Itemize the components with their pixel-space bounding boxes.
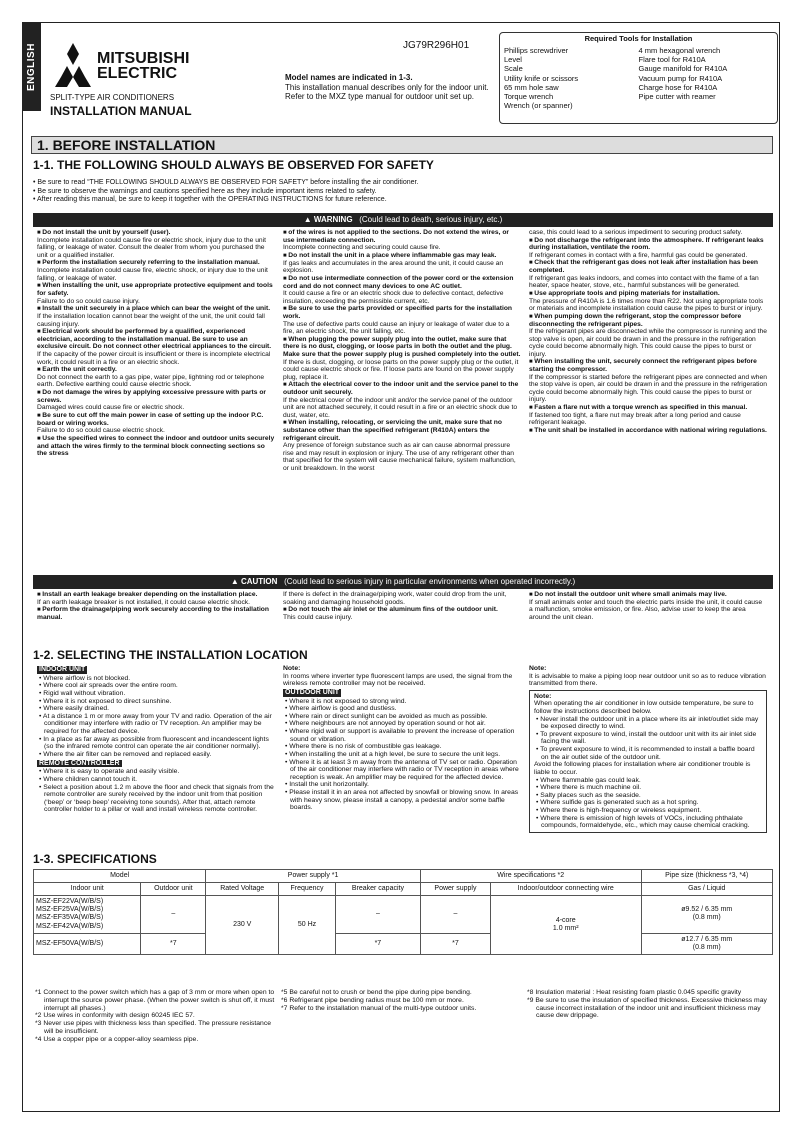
safety-item-text: If there is defect in the drainage/piping work, water could drop from the unit, soaking and damaging household goods. xyxy=(283,591,507,606)
safety-item-heading: ■ Perform the drainage/piping work securely according to the installation manual. xyxy=(37,606,275,621)
safety-item-heading: ■ Do not touch the air inlet or the aluminum fins of the outdoor unit. xyxy=(283,606,521,614)
safety-item-text: Incomplete installation could cause fire or electric shock, injury due to the unit falling, or leakage of water. Consult the dealer from whom you purchased the unit or a qualified installer. xyxy=(37,236,266,259)
avoid-place-item: • Where there is high-frequency or wireless equipment. xyxy=(534,807,762,815)
footnote: *5 Be careful not to crush or bend the pipe during pipe bending. xyxy=(281,989,472,996)
safety-item xyxy=(529,237,767,260)
warning-columns xyxy=(33,229,773,589)
safety-item xyxy=(283,419,521,472)
specifications-heading: 1-3. SPECIFICATIONS xyxy=(33,852,157,866)
brand-name: MITSUBISHI ELECTRIC xyxy=(97,50,190,83)
piping-loop-note: It is advisable to make a piping loop near outdoor unit so as to reduce vibration transmitted from there. xyxy=(529,672,766,688)
safety-item-text: Failure to do so could cause electric shock. xyxy=(37,427,165,435)
outdoor-location-item: • Where neighbours are not annoyed by operation sound or hot air. xyxy=(283,720,521,728)
avoid-place-item: • Where sulfide gas is generated such as a hot spring. xyxy=(534,799,762,807)
safety-item-text: This could cause injury. xyxy=(283,613,353,621)
required-tools-box: Required Tools for Installation Phillips screwdriver Level Scale Utility knife or scissors 65 mm hole saw Torque wrench Wrench (or spanner) 4 mm hexagonal wrench Flare tool for R410A Gauge manifold for R410A Vacuum pump for R410A Charge hose for R410A Pipe cutter with reamer xyxy=(499,32,778,124)
outdoor-unit-label: OUTDOOR UNIT xyxy=(285,688,340,696)
safety-item-text: case, this could lead to a serious impediment to securing product safety. xyxy=(529,229,743,236)
tool-item: Vacuum pump for R410A xyxy=(638,73,723,83)
safety-item-text: If the installation location cannot bear the weight of the unit, the unit could fall causing injury. xyxy=(37,313,265,328)
mitsubishi-logo-icon xyxy=(51,41,95,89)
remote-location-item: • Select a position about 1.2 m above the floor and check that signals from the remote controller are surely received by the indoor unit from that position (‘beep’ or ‘beep beep’ receiving tone sounds). After that, attach remote controller holder to a pillar or wall and install wireless remote controller. xyxy=(37,784,275,814)
safety-item xyxy=(37,591,275,606)
safety-item-heading: ■ Do not install the outdoor unit where small animals may live. xyxy=(529,591,767,599)
indoor-location-item: • Where cool air spreads over the entire room. xyxy=(37,682,275,690)
safety-item xyxy=(37,389,275,412)
safety-item xyxy=(283,252,521,275)
safety-item xyxy=(283,305,521,335)
safety-heading: 1-1. THE FOLLOWING SHOULD ALWAYS BE OBSERVED FOR SAFETY xyxy=(33,158,434,172)
indoor-location-item: • Rigid wall without vibration. xyxy=(37,690,275,698)
safety-item-heading: ■ Install an earth leakage breaker depending on the installation place. xyxy=(37,591,275,599)
outdoor-location-item: • Where airflow is good and dustless. xyxy=(283,705,521,713)
safety-item xyxy=(529,591,767,621)
remote-location-item: • Where children cannot touch it. xyxy=(37,776,275,784)
safety-item xyxy=(283,381,521,419)
tool-item: Torque wrench xyxy=(504,92,554,102)
safety-item xyxy=(283,606,521,621)
low-temp-item: • To prevent exposure to wind, it is recommended to install a baffle board on the air outlet side of the outdoor unit. xyxy=(534,746,762,761)
safety-item-text: Failure to do so could cause injury. xyxy=(37,297,140,305)
safety-item-heading: ■ Electrical work should be performed by a qualified, experienced electrician, according to the installation manual. Be sure to use an exclusive circuit. Do not connect other electrical appliances to the circuit. xyxy=(37,328,275,351)
safety-item-text: If fastened too tight, a flare nut may break after a long period and cause refrigerant leakage. xyxy=(529,411,741,427)
safety-item-heading: ■ Check that the refrigerant gas does not leak after installation has been completed. xyxy=(529,259,767,274)
avoid-place-item: • Where there is emission of high levels of VOCs, including phthalate compounds, formaldehyde, etc., which may cause chemical cracking. xyxy=(534,815,762,830)
manual-page xyxy=(22,22,780,1112)
tool-item: Utility knife or scissors xyxy=(504,73,579,83)
low-temp-item: • To prevent exposure to wind, install the outdoor unit with its air inlet side facing the wall. xyxy=(534,731,762,746)
low-temp-item: • Never install the outdoor unit in a place where its air inlet/outlet side may be exposed directly to wind. xyxy=(534,716,762,731)
safety-item-text: If small animals enter and touch the electric parts inside the unit, it could cause a malfunction, smoke emission, or fire. Also, advise user to keep the area around the unit clean. xyxy=(529,598,763,621)
footnote: *6 Refrigerant pipe bending radius must be 100 mm or more. xyxy=(281,996,464,1004)
safety-item-heading: ■ When pumping down the refrigerant, stop the compressor before disconnecting the refrigerant pipes. xyxy=(529,313,767,328)
safety-item xyxy=(37,412,275,435)
footnote: *4 Use a copper pipe or a copper-alloy seamless pipe. xyxy=(35,1035,199,1043)
caution-columns xyxy=(33,591,773,649)
outdoor-location-item: • Install the unit horizontally. xyxy=(283,781,521,789)
document-code: JG79R296H01 xyxy=(403,40,470,51)
safety-item-text: It could cause a fire or an electric shock due to defective contact, defective insulation, exceeding the permissible current, etc. xyxy=(283,290,504,305)
outdoor-location-item: • Where it is at least 3 m away from the antenna of TV set or radio. Operation of the air conditioner may interfere with radio or TV reception in areas where reception is weak. An amplifier may be required for the affected device. xyxy=(283,759,521,782)
safety-item-heading: ■ Use the specified wires to connect the indoor and outdoor units securely and attach the wires firmly to the terminal block connecting sections so the stress xyxy=(37,435,275,458)
safety-item-text: If the electrical cover of the indoor unit and/or the service panel of the outdoor unit are not attached securely, it could result in a fire or an electric shock due to dust, water, etc. xyxy=(283,396,518,419)
outdoor-location-item: • Where it is not exposed to strong wind. xyxy=(283,698,521,706)
safety-item-text: If refrigerant gas leaks indoors, and comes into contact with the flame of a fan heater, space heater, stove, etc., harmful substances will be generated. xyxy=(529,274,759,290)
safety-item xyxy=(283,591,521,606)
safety-item-heading: ■ Attach the electrical cover to the indoor unit and the service panel to the outdoor unit securely. xyxy=(283,381,521,396)
footnote: *7 Refer to the installation manual of the multi-type outdoor units. xyxy=(281,1004,477,1012)
safety-item xyxy=(283,336,521,382)
safety-item xyxy=(529,358,767,404)
safety-item-heading: ■ When installing the unit, use appropriate protective equipment and tools for safety. xyxy=(37,282,275,297)
avoid-place-item: • Salty places such as the seaside. xyxy=(534,792,762,800)
tool-item: Wrench (or spanner) xyxy=(504,101,573,111)
footnote: *3 Never use pipes with thickness less than specified. The pressure resistance will be insufficient. xyxy=(35,1020,271,1036)
safety-item xyxy=(529,427,767,435)
table-row: MSZ-EF22VA(W/B/S) MSZ-EF25VA(W/B/S) MSZ-EF35VA(W/B/S) MSZ-EF42VA(W/B/S) – 230 V 50 Hz – – 4-core 1.0 mm² ø9.52 / 6.35 mm (0.8 mm) xyxy=(34,896,773,933)
footnotes xyxy=(33,989,773,1044)
indoor-location-item: • Where easily drained. xyxy=(37,705,275,713)
avoid-place-item: • Where there is much machine oil. xyxy=(534,784,762,792)
footnote: *2 Use wires in conformity with design 60245 IEC 57. xyxy=(35,1012,195,1020)
safety-item xyxy=(37,606,275,621)
remote-location-item: • Where it is easy to operate and easily visible. xyxy=(37,768,275,776)
safety-item-text: Incomplete installation could cause fire, electric shock, or injury due to the unit falling, or leakage of water. xyxy=(37,267,268,282)
footnote: *8 Insulation material : Heat resisting foam plastic 0.045 specific gravity xyxy=(527,989,742,996)
safety-item-text: If there is dust, clogging, or loose parts on the power supply plug or the outlet, it could cause electric shock or fire. If loose parts are found on the power supply plug, replace it. xyxy=(283,358,519,381)
inverter-lamp-note: In rooms where inverter type fluorescent lamps are used, the signal from the wireless remote controller may not be received. xyxy=(283,672,513,688)
safety-item-text: If the refrigerant pipes are disconnected while the compressor is running and the stop valve is open, air could be drawn in and the pressure in the refrigeration cycle could become abnormally high. This could cause the pipes to burst or injury. xyxy=(529,328,767,358)
safety-item-heading: ■ Do not damage the wires by applying excessive pressure with parts or screws. xyxy=(37,389,275,404)
safety-item-heading: ■ Install the unit securely in a place which can bear the weight of the unit. xyxy=(37,305,275,313)
safety-item xyxy=(37,366,275,389)
outdoor-location-item: • Please install it in an area not affected by snowfall or blowing snow. In areas with heavy snow, please install a canopy, a pedestal and/or some baffle boards. xyxy=(283,789,521,812)
safety-item-heading: ■ Do not use intermediate connection of the power cord or the extension cord and do not connect many devices to one AC outlet. xyxy=(283,275,521,290)
safety-item-heading: ■ Do not discharge the refrigerant into the atmosphere. If refrigerant leaks during installation, ventilate the room. xyxy=(529,237,767,252)
safety-bullet: • Be sure to read “THE FOLLOWING SHOULD ALWAYS BE OBSERVED FOR SAFETY” before installing the air conditioner. xyxy=(33,179,773,188)
safety-bullets xyxy=(33,179,773,205)
manual-title: INSTALLATION MANUAL xyxy=(50,104,192,118)
tool-item: Scale xyxy=(504,64,523,74)
safety-item-heading: ■ Use appropriate tools and piping materials for installation. xyxy=(529,290,767,298)
safety-item-heading: ■ When installing the unit, securely connect the refrigerant pipes before starting the compressor. xyxy=(529,358,767,373)
safety-item xyxy=(529,404,767,427)
safety-item xyxy=(37,259,275,282)
indoor-unit-label: INDOOR UNIT xyxy=(39,666,86,673)
safety-bullet: • Be sure to observe the warnings and cautions specified here as they include important items related to safety. xyxy=(33,188,773,197)
safety-item xyxy=(283,229,521,252)
outdoor-location-item: • When installing the unit at a high level, be sure to secure the unit legs. xyxy=(283,751,521,759)
safety-item-text: If an earth leakage breaker is not installed, it could cause electric shock. xyxy=(37,598,251,606)
indoor-location-item: • At a distance 1 m or more away from your TV and radio. Operation of the air conditioner may interfere with radio or TV reception. An amplifier may be required for the affected device. xyxy=(37,713,275,736)
location-columns: INDOOR UNIT • Where airflow is not blocked. • Where cool air spreads over the entire room. • Rigid wall without vibration. • Where it is not exposed to direct sunshine. • Where easily drained. • At a distance 1 m or more away from your TV and radio. Operation of the air conditioner may interfere with radio or TV reception. An amplifier may be required for the affected device. • In a place as far away as possible from fluorescent and incandescent lights (so the infrared remote control can operate the air conditioner normally). • Where the air filter can be removed and replaced easily. REMOTE CONTROLLER • Where it is easy to operate and easily visible. • Where children cannot touch it. • Select a position about 1.2 m above the floor and check that signals from the remote controller are surely received by the indoor unit from that position (‘beep’ or ‘beep beep’ receiving tone sounds). After that, attach remote controller holder to a pillar or wall and install wireless remote controller. Note: In rooms where inverter type fluorescent lamps are used, the signal from the wireless remote controller may not be received. OUTDOOR UNIT • Where it is not exposed to strong wind. • Where airflow is good and dustless. • Where rain or direct sunlight can be avoided as much as possible. • Where neighbours are not annoyed by operation sound or hot air. • Where rigid wall or support is available to prevent the increase of operation sound or vibration. • Where there is no risk of combustible gas leakage. • When installing the unit at a high level, be sure to secure the unit legs. • Where it is at least 3 m away from the antenna of TV set or radio. Operation of the air conditioner may interfere with radio or TV reception in areas where reception is weak. An amplifier may be required for the affected device. • Install the unit horizontally. • Please install it in an area not affected by snowfall or blowing snow. In areas with heavy snow, please install a canopy, a pedestal and/or some baffle boards. Note: It is advisable to make a piping loop near outdoor unit so as to reduce vibration transmitted from there. Note: When operating the air conditioner in low outside temperature, be sure to follow the instructions described below. • Never install the outdoor unit in a place where its air inlet/outlet side may be exposed directly to wind. • To prevent exposure to wind, install the outdoor unit with its air inlet side facing the wall. • To prevent exposure to wind, it is recommended to install a baffle board on the air outlet side of the outdoor unit. Avoid the following places for installation where air conditioner trouble is liable to occur. • Where flammable gas could leak. • Where there is much machine oil. • Salty places such as the seaside. • Where sulfide gas is generated such as a hot spring. • Where there is high-frequency or wireless equipment. • Where there is emission of high levels of VOCs, including phthalate compounds, formaldehyde, etc., which may cause chemical cracking. xyxy=(33,665,773,833)
safety-item-heading: ■ of the wires is not applied to the sections. Do not extend the wires, or use intermediate connection. xyxy=(283,229,521,244)
safety-item-text: Incomplete connecting and securing could cause fire. xyxy=(283,244,441,252)
safety-item-text: Damaged wires could cause fire or electric shock. xyxy=(37,404,185,412)
safety-item-heading: ■ Fasten a flare nut with a torque wrench as specified in this manual. xyxy=(529,404,767,412)
outdoor-location-item: • Where there is no risk of combustible gas leakage. xyxy=(283,743,521,751)
tool-item: Charge hose for R410A xyxy=(638,82,718,92)
safety-item-heading: ■ When installing, relocating, or servicing the unit, make sure that no substance other than the specified refrigerant (R410A) enters the refrigerant circuit. xyxy=(283,419,521,442)
safety-item-text: If refrigerant comes in contact with a fire, harmful gas could be generated. xyxy=(529,251,748,259)
footnote: *9 Be sure to use the insulation of specified thickness. Excessive thickness may cause incorrect installation of the indoor unit and insufficient thickness may cause dew drippage. xyxy=(527,996,767,1020)
safety-item-heading: ■ When plugging the power supply plug into the outlet, make sure that there is no dust, clogging, or loose parts in both the outlet and the plug. Make sure that the power supply plug is pushed completely into the outlet. xyxy=(283,336,521,359)
safety-item-text: Any presence of foreign substance such as air can cause abnormal pressure rise and may result in explosion or injury. The use of any refrigerant other than that specified for the system will cause mechanical failure, system malfunction, or unit breakdown. In the worst xyxy=(283,442,516,472)
safety-item-heading: ■ Do not install the unit by yourself (user). xyxy=(37,229,275,237)
safety-item-heading: ■ Be sure to cut off the main power in case of setting up the indoor P.C. board or wiring works. xyxy=(37,412,275,427)
tool-item: Phillips screwdriver xyxy=(504,45,569,55)
safety-item xyxy=(37,435,275,458)
tools-list-right xyxy=(639,46,774,111)
safety-item-heading: ■ Do not install the unit in a place where inflammable gas may leak. xyxy=(283,252,521,260)
caution-band: ▲ CAUTION (Could lead to serious injury in particular environments when operated incorrectly.) xyxy=(33,575,773,589)
safety-item xyxy=(283,275,521,305)
avoid-place-item: • Where flammable gas could leak. xyxy=(534,777,762,785)
indoor-location-item: • Where it is not exposed to direct sunshine. xyxy=(37,698,275,706)
safety-item-text: If the compressor is started before the refrigerant pipes are connected and when the stop valve is open, air could be drawn in and the pressure in the refrigeration cycle could become abnormally high. This could cause the pipes to burst or injury. xyxy=(529,373,767,404)
safety-item-text: The pressure of R410A is 1.6 times more than R22. Not using appropriate tools or materials and incomplete installation could cause the pipes to burst or injury. xyxy=(529,297,764,313)
low-temperature-note-box: Note: When operating the air conditioner in low outside temperature, be sure to follow the instructions described below. • Never install the outdoor unit in a place where its air inlet/outlet side may be exposed directly to wind. • To prevent exposure to wind, install the outdoor unit with its air inlet side facing the wall. • To prevent exposure to wind, it is recommended to install a baffle board on the air outlet side of the outdoor unit. Avoid the following places for installation where air conditioner trouble is liable to occur. • Where flammable gas could leak. • Where there is much machine oil. • Salty places such as the seaside. • Where sulfide gas is generated such as a hot spring. • Where there is high-frequency or wireless equipment. • Where there is emission of high levels of VOCs, including phthalate compounds, formaldehyde, etc., which may cause chemical cracking. xyxy=(529,690,767,833)
safety-item-text: If the capacity of the power circuit is insufficient or there is incomplete electrical work, it could result in a fire or an electric shock. xyxy=(37,351,271,366)
tool-item: Pipe cutter with reamer xyxy=(638,92,716,102)
safety-item xyxy=(37,305,275,328)
indoor-location-item: • In a place as far away as possible from fluorescent and incandescent lights (so the infrared remote control can operate the air conditioner normally). xyxy=(37,736,275,751)
intro-note: Model names are indicated in 1-3. This installation manual describes only for the indoor unit. Refer to the MXZ type manual for outdoor unit set up. xyxy=(285,73,489,102)
warning-band: ▲ WARNING (Could lead to death, serious injury, etc.) xyxy=(33,213,773,227)
table-row: MSZ-EF50VA(W/B/S) *7 *7 *7 ø12.7 / 6.35 mm (0.8 mm) xyxy=(34,933,773,954)
location-heading: 1-2. SELECTING THE INSTALLATION LOCATION xyxy=(33,648,308,662)
safety-item xyxy=(37,328,275,366)
tool-item: 4 mm hexagonal wrench xyxy=(638,45,721,55)
product-subtitle: SPLIT-TYPE AIR CONDITIONERS xyxy=(50,93,175,102)
safety-item xyxy=(529,229,767,237)
indoor-location-item: • Where the air filter can be removed and replaced easily. xyxy=(37,751,275,759)
safety-item xyxy=(37,229,275,259)
safety-item-text: If gas leaks and accumulates in the area around the unit, it could cause an explosion. xyxy=(283,259,504,275)
safety-item-heading: ■ Earth the unit correctly. xyxy=(37,366,275,374)
tools-list-left xyxy=(504,46,639,111)
safety-item-heading: ■ Perform the installation securely referring to the installation manual. xyxy=(37,259,275,267)
tool-item: Gauge manifold for R410A xyxy=(638,64,728,74)
safety-item xyxy=(529,290,767,313)
section-before-installation: 1. BEFORE INSTALLATION xyxy=(31,136,773,154)
footnote: *1 Connect to the power switch which has a gap of 3 mm or more when open to interrupt the source power phase. (When the power switch is shut off, it must interrupt all phases.) xyxy=(35,989,275,1012)
safety-item-heading: ■ The unit shall be installed in accordance with national wiring regulations. xyxy=(529,427,767,435)
tool-item: Flare tool for R410A xyxy=(638,54,706,64)
safety-item xyxy=(529,313,767,359)
safety-item-text: The use of defective parts could cause an injury or leakage of water due to a fire, an electric shock, the unit falling, etc. xyxy=(283,320,510,336)
safety-item xyxy=(529,259,767,289)
outdoor-location-item: • Where rain or direct sunlight can be avoided as much as possible. xyxy=(283,713,521,721)
safety-item-heading: ■ Be sure to use the parts provided or specified parts for the installation work. xyxy=(283,305,521,320)
language-tab: ENGLISH xyxy=(23,23,41,111)
specifications-table: Model Power supply *1 Wire specifications *2 Pipe size (thickness *3, *4) Indoor unit Outdoor unit Rated Voltage Frequency Breaker capacity Power supply Indoor/outdoor connecting wire Gas / Liquid MSZ-EF22VA(W/B/S) MSZ-EF25VA(W/B/S) MSZ-EF35VA(W/B/S) MSZ-EF42VA(W/B/S) – 230 V 50 Hz – – 4-core 1.0 mm² ø9.52 / 6.35 mm (0.8 mm) MSZ-EF50VA(W/B/S) *7 *7 *7 ø12.7 / 6.35 mm (0.8 mm) xyxy=(33,869,773,955)
indoor-location-item: • Where airflow is not blocked. xyxy=(37,675,275,683)
tool-item: Level xyxy=(504,54,522,64)
safety-bullet: • After reading this manual, be sure to keep it together with the OPERATING INSTRUCTIONS for future reference. xyxy=(33,196,773,205)
tool-item: 65 mm hole saw xyxy=(504,82,559,92)
safety-item-text: Do not connect the earth to a gas pipe, water pipe, lightning rod or telephone earth. Defective earthing could cause electric shock. xyxy=(37,373,265,389)
remote-controller-label: REMOTE CONTROLLER xyxy=(39,759,120,767)
outdoor-location-item: • Where rigid wall or support is available to prevent the increase of operation sound or vibration. xyxy=(283,728,521,743)
safety-item xyxy=(37,282,275,305)
